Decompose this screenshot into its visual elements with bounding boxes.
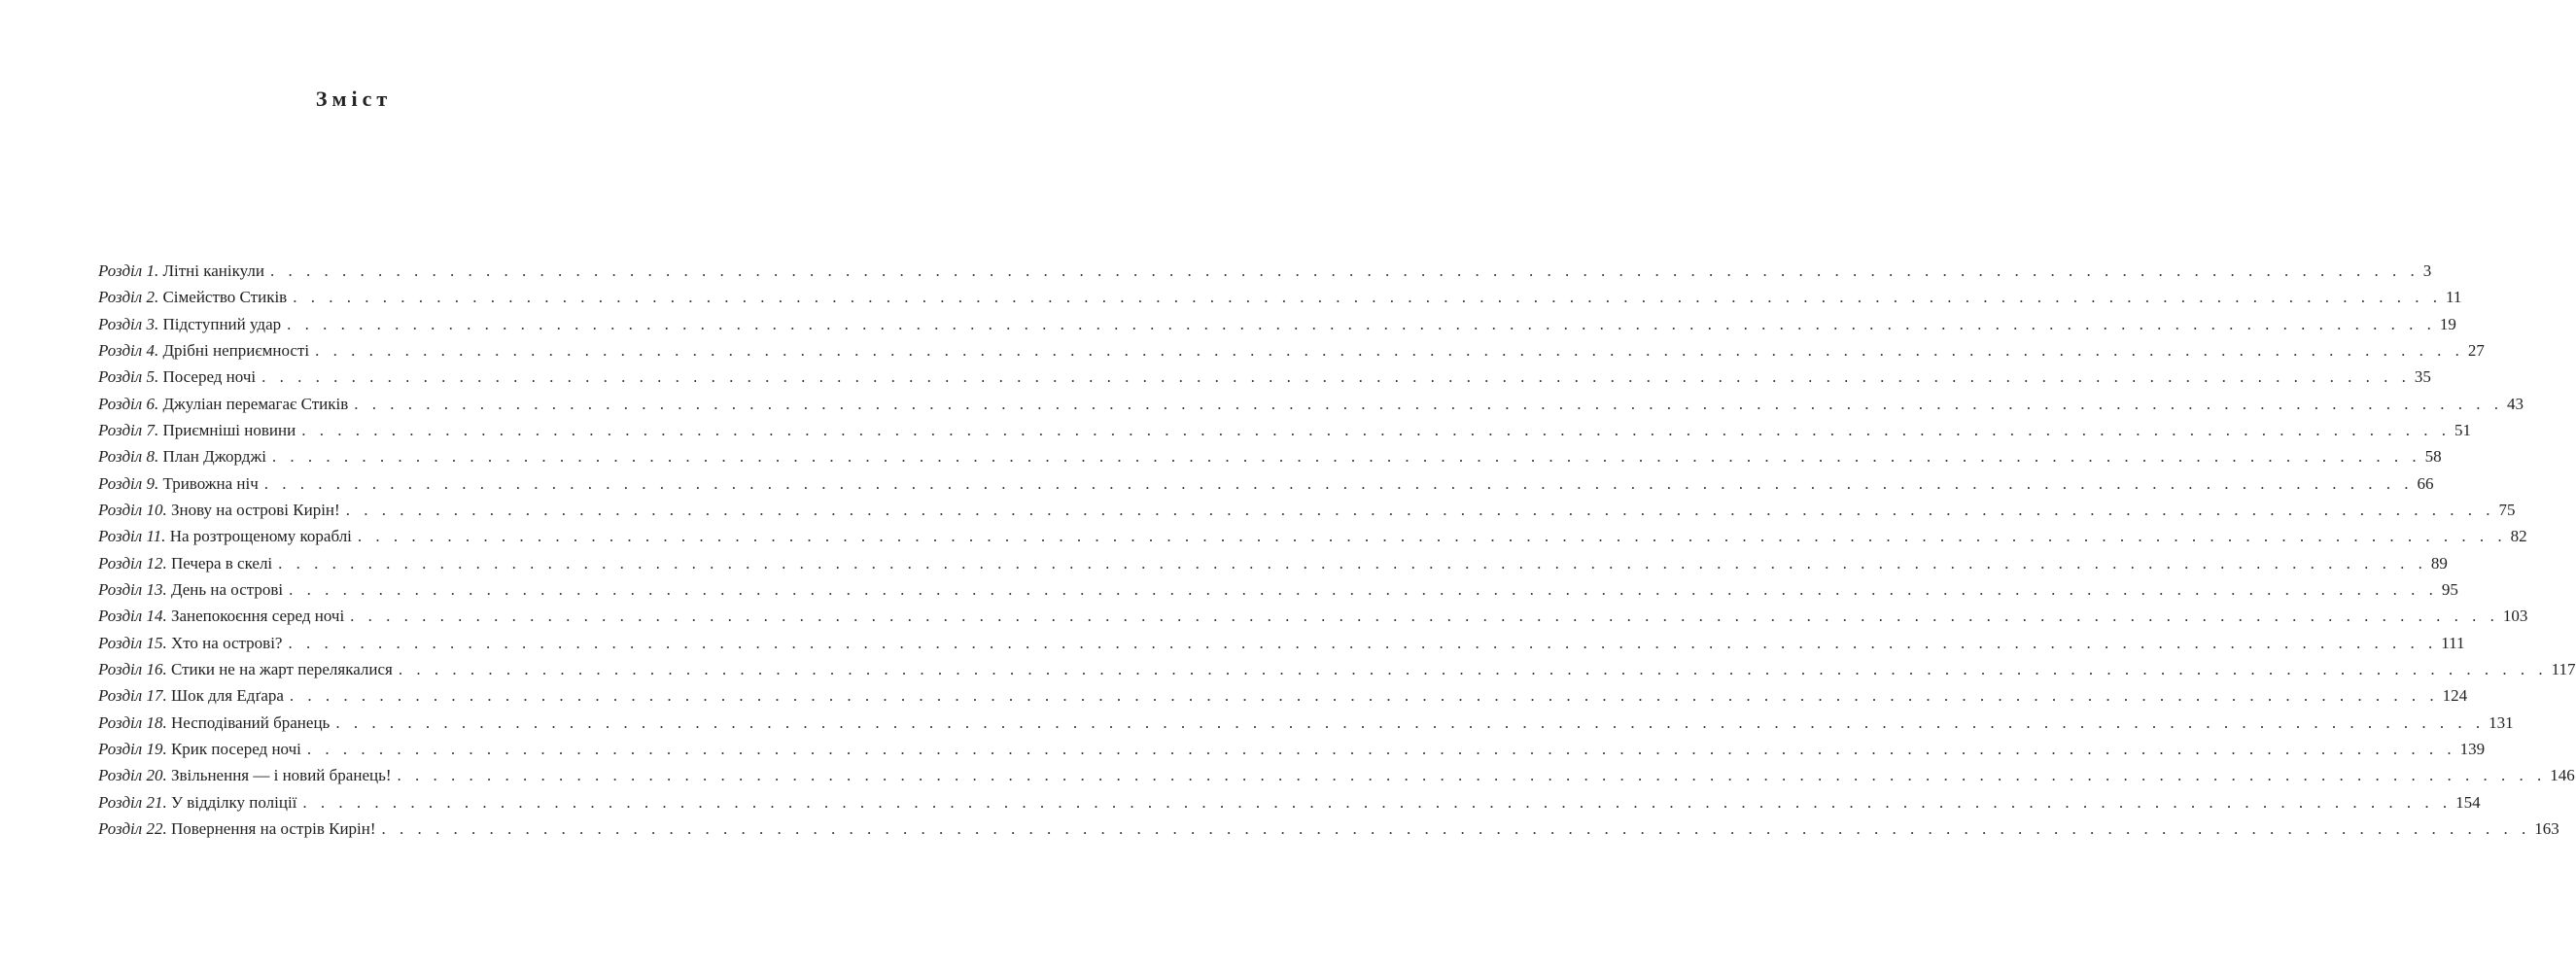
- chapter-label: Розділ 20.: [98, 766, 167, 785]
- dot-leader: . . . . . . . . . . . . . . . . . . . . . . . . . . . . . . . . . . . . . . . . . . . . . . . . . . . . . . . . . . . . . . . . . . . . . . . . . . . . . . . . . . . . . . . . . . . . . . . . . . . . . . . . . . . . . . . . . . . . . . . .: [335, 712, 2486, 732]
- chapter-title: Шок для Едґара: [170, 686, 284, 706]
- toc-entry: [98, 576, 2458, 603]
- toc-entry: [98, 550, 2448, 576]
- page-title: Зміст: [315, 87, 393, 111]
- dot-leader: . . . . . . . . . . . . . . . . . . . . . . . . . . . . . . . . . . . . . . . . . . . . . . . . . . . . . . . . . . . . . . . . . . . . . . . . . . . . . . . . . . . . . . . . . . . . . . . . . . . . . . . . . . . . . . . . . . . . . . . .: [381, 818, 2531, 838]
- chapter-label: Розділ 2.: [98, 288, 159, 307]
- chapter-label: Розділ 6.: [98, 394, 159, 413]
- toc-entry: [98, 789, 2481, 816]
- dot-leader: . . . . . . . . . . . . . . . . . . . . . . . . . . . . . . . . . . . . . . . . . . . . . . . . . . . . . . . . . . . . . . . . . . . . . . . . . . . . . . . . . . . . . . . . . . . . . . . . . . . . . . . . . . . . . . . . . . . . . . . .: [269, 261, 2419, 280]
- toc-entry: [98, 443, 2442, 469]
- page-number: 89: [2430, 553, 2448, 573]
- chapter-title: Сімейство Стиків: [162, 288, 288, 307]
- toc-entry: [98, 523, 2527, 549]
- chapter-label: Розділ 19.: [98, 739, 167, 758]
- chapter-label: Розділ 7.: [98, 420, 159, 439]
- page-number: 111: [2441, 633, 2465, 652]
- dot-leader: . . . . . . . . . . . . . . . . . . . . . . . . . . . . . . . . . . . . . . . . . . . . . . . . . . . . . . . . . . . . . . . . . . . . . . . . . . . . . . . . . . . . . . . . . . . . . . . . . . . . . . . . . . . . . . . . . . . . . . . .: [345, 500, 2495, 519]
- chapter-label: Розділ 10.: [98, 500, 167, 519]
- chapter-title: Знову на острові Кирін!: [170, 500, 340, 519]
- toc-entry: [98, 816, 2559, 842]
- chapter-title: Печера в скелі: [170, 553, 273, 573]
- chapter-label: Розділ 13.: [98, 579, 167, 599]
- dot-leader: . . . . . . . . . . . . . . . . . . . . . . . . . . . . . . . . . . . . . . . . . . . . . . . . . . . . . . . . . . . . . . . . . . . . . . . . . . . . . . . . . . . . . . . . . . . . . . . . . . . . . . . . . . . . . . . . . . . . . . . .: [278, 553, 2427, 573]
- toc-entry: [98, 630, 2465, 656]
- toc-entry: [98, 470, 2434, 497]
- page-number: 146: [2550, 766, 2575, 785]
- chapter-label: Розділ 21.: [98, 792, 167, 812]
- chapter-label: Розділ 3.: [98, 314, 159, 333]
- dot-leader: . . . . . . . . . . . . . . . . . . . . . . . . . . . . . . . . . . . . . . . . . . . . . . . . . . . . . . . . . . . . . . . . . . . . . . . . . . . . . . . . . . . . . . . . . . . . . . . . . . . . . . . . . . . . . . . . . . . . . . . .: [302, 792, 2453, 812]
- toc-entry: [98, 417, 2471, 443]
- chapter-title: У відділку поліції: [170, 792, 297, 812]
- chapter-title: Джуліан перемагає Стиків: [162, 394, 349, 413]
- chapter-title: Приємніші новини: [162, 420, 296, 439]
- toc-entry: [98, 364, 2431, 390]
- chapter-title: День на острові: [170, 579, 284, 599]
- page-number: 75: [2498, 500, 2516, 519]
- page-number: 43: [2507, 394, 2524, 413]
- toc-entry: [98, 656, 2576, 682]
- toc-entry: [98, 710, 2514, 736]
- dot-leader: . . . . . . . . . . . . . . . . . . . . . . . . . . . . . . . . . . . . . . . . . . . . . . . . . . . . . . . . . . . . . . . . . . . . . . . . . . . . . . . . . . . . . . . . . . . . . . . . . . . . . . . . . . . . . . . . . . . . . . . .: [287, 314, 2436, 333]
- chapter-label: Розділ 9.: [98, 473, 159, 493]
- chapter-title: Літні канікули: [162, 261, 264, 280]
- chapter-title: Хто на острові?: [170, 633, 283, 652]
- page-number: 51: [2454, 420, 2471, 439]
- dot-leader: . . . . . . . . . . . . . . . . . . . . . . . . . . . . . . . . . . . . . . . . . . . . . . . . . . . . . . . . . . . . . . . . . . . . . . . . . . . . . . . . . . . . . . . . . . . . . . . . . . . . . . . . . . . . . . . . . . . . . . . .: [306, 739, 2456, 758]
- page-number: 35: [2414, 367, 2431, 387]
- page-number: 3: [2422, 261, 2432, 280]
- page-number: 66: [2417, 473, 2434, 493]
- table-of-contents: [98, 258, 2576, 842]
- chapter-title: Занепокоєння серед ночі: [170, 607, 345, 626]
- toc-entry: [98, 497, 2516, 523]
- dot-leader: . . . . . . . . . . . . . . . . . . . . . . . . . . . . . . . . . . . . . . . . . . . . . . . . . . . . . . . . . . . . . . . . . . . . . . . . . . . . . . . . . . . . . . . . . . . . . . . . . . . . . . . . . . . . . . . . . . . . . . . .: [350, 607, 2499, 626]
- page-number: 139: [2459, 739, 2486, 758]
- chapter-label: Розділ 11.: [98, 527, 166, 546]
- chapter-label: Розділ 1.: [98, 261, 159, 280]
- chapter-title: Підступний удар: [162, 314, 282, 333]
- page-number: 82: [2510, 527, 2527, 546]
- page-number: 163: [2534, 818, 2559, 838]
- dot-leader: . . . . . . . . . . . . . . . . . . . . . . . . . . . . . . . . . . . . . . . . . . . . . . . . . . . . . . . . . . . . . . . . . . . . . . . . . . . . . . . . . . . . . . . . . . . . . . . . . . . . . . . . . . . . . . . . . . . . . . . .: [357, 527, 2507, 546]
- chapter-title: Посеред ночі: [162, 367, 257, 387]
- toc-entry: [98, 736, 2486, 762]
- chapter-title: Крик посеред ночі: [170, 739, 301, 758]
- chapter-title: План Джорджі: [162, 447, 266, 467]
- chapter-label: Розділ 16.: [98, 659, 167, 678]
- page-number: 154: [2455, 792, 2481, 812]
- toc-entry: [98, 284, 2462, 310]
- chapter-label: Розділ 17.: [98, 686, 167, 706]
- toc-entry: [98, 391, 2524, 417]
- dot-leader: . . . . . . . . . . . . . . . . . . . . . . . . . . . . . . . . . . . . . . . . . . . . . . . . . . . . . . . . . . . . . . . . . . . . . . . . . . . . . . . . . . . . . . . . . . . . . . . . . . . . . . . . . . . . . . . . . . . . . . . .: [398, 659, 2548, 678]
- page-number: 27: [2467, 340, 2485, 360]
- dot-leader: . . . . . . . . . . . . . . . . . . . . . . . . . . . . . . . . . . . . . . . . . . . . . . . . . . . . . . . . . . . . . . . . . . . . . . . . . . . . . . . . . . . . . . . . . . . . . . . . . . . . . . . . . . . . . . . . . . . . . . . .: [397, 766, 2547, 785]
- toc-entry: [98, 603, 2528, 629]
- dot-leader: . . . . . . . . . . . . . . . . . . . . . . . . . . . . . . . . . . . . . . . . . . . . . . . . . . . . . . . . . . . . . . . . . . . . . . . . . . . . . . . . . . . . . . . . . . . . . . . . . . . . . . . . . . . . . . . . . . . . . . . .: [289, 686, 2439, 706]
- dot-leader: . . . . . . . . . . . . . . . . . . . . . . . . . . . . . . . . . . . . . . . . . . . . . . . . . . . . . . . . . . . . . . . . . . . . . . . . . . . . . . . . . . . . . . . . . . . . . . . . . . . . . . . . . . . . . . . . . . . . . . . .: [293, 288, 2442, 307]
- dot-leader: . . . . . . . . . . . . . . . . . . . . . . . . . . . . . . . . . . . . . . . . . . . . . . . . . . . . . . . . . . . . . . . . . . . . . . . . . . . . . . . . . . . . . . . . . . . . . . . . . . . . . . . . . . . . . . . . . . . . . . . .: [354, 394, 2503, 413]
- chapter-title: Дрібні неприємності: [162, 340, 310, 360]
- chapter-label: Розділ 12.: [98, 553, 167, 573]
- dot-leader: . . . . . . . . . . . . . . . . . . . . . . . . . . . . . . . . . . . . . . . . . . . . . . . . . . . . . . . . . . . . . . . . . . . . . . . . . . . . . . . . . . . . . . . . . . . . . . . . . . . . . . . . . . . . . . . . . . . . . . . .: [263, 473, 2414, 493]
- toc-entry: [98, 762, 2575, 788]
- dot-leader: . . . . . . . . . . . . . . . . . . . . . . . . . . . . . . . . . . . . . . . . . . . . . . . . . . . . . . . . . . . . . . . . . . . . . . . . . . . . . . . . . . . . . . . . . . . . . . . . . . . . . . . . . . . . . . . . . . . . . . . .: [289, 579, 2438, 599]
- toc-entry: [98, 311, 2456, 337]
- page-number: 11: [2445, 288, 2462, 307]
- chapter-label: Розділ 22.: [98, 818, 167, 838]
- chapter-label: Розділ 5.: [98, 367, 159, 387]
- chapter-title: Стики не на жарт перелякалися: [170, 659, 393, 678]
- chapter-label: Розділ 18.: [98, 712, 167, 732]
- dot-leader: . . . . . . . . . . . . . . . . . . . . . . . . . . . . . . . . . . . . . . . . . . . . . . . . . . . . . . . . . . . . . . . . . . . . . . . . . . . . . . . . . . . . . . . . . . . . . . . . . . . . . . . . . . . . . . . . . . . . . . . .: [301, 420, 2451, 439]
- page-number: 58: [2424, 447, 2442, 467]
- chapter-title: Повернення на острів Кирін!: [170, 818, 376, 838]
- page-number: 95: [2441, 579, 2458, 599]
- chapter-title: На розтрощеному кораблі: [169, 527, 352, 546]
- dot-leader: . . . . . . . . . . . . . . . . . . . . . . . . . . . . . . . . . . . . . . . . . . . . . . . . . . . . . . . . . . . . . . . . . . . . . . . . . . . . . . . . . . . . . . . . . . . . . . . . . . . . . . . . . . . . . . . . . . . . . . . .: [271, 447, 2421, 467]
- dot-leader: . . . . . . . . . . . . . . . . . . . . . . . . . . . . . . . . . . . . . . . . . . . . . . . . . . . . . . . . . . . . . . . . . . . . . . . . . . . . . . . . . . . . . . . . . . . . . . . . . . . . . . . . . . . . . . . . . . . . . . . .: [288, 633, 2438, 652]
- chapter-label: Розділ 14.: [98, 607, 167, 626]
- chapter-label: Розділ 15.: [98, 633, 167, 652]
- chapter-title: Несподіваний бранець: [170, 712, 331, 732]
- page-number: 19: [2439, 314, 2456, 333]
- chapter-label: Розділ 8.: [98, 447, 159, 467]
- chapter-title: Тривожна ніч: [162, 473, 259, 493]
- page-number: 131: [2489, 712, 2514, 732]
- toc-entry: [98, 258, 2432, 284]
- toc-entry: [98, 337, 2485, 364]
- page-number: 117: [2551, 659, 2576, 678]
- dot-leader: . . . . . . . . . . . . . . . . . . . . . . . . . . . . . . . . . . . . . . . . . . . . . . . . . . . . . . . . . . . . . . . . . . . . . . . . . . . . . . . . . . . . . . . . . . . . . . . . . . . . . . . . . . . . . . . . . . . . . . . .: [261, 367, 2411, 387]
- chapter-label: Розділ 4.: [98, 340, 159, 360]
- page-number: 124: [2442, 686, 2468, 706]
- page-number: 103: [2502, 607, 2528, 626]
- dot-leader: . . . . . . . . . . . . . . . . . . . . . . . . . . . . . . . . . . . . . . . . . . . . . . . . . . . . . . . . . . . . . . . . . . . . . . . . . . . . . . . . . . . . . . . . . . . . . . . . . . . . . . . . . . . . . . . . . . . . . . . .: [315, 340, 2464, 360]
- toc-entry: [98, 682, 2468, 709]
- chapter-title: Звільнення — і новий бранець!: [170, 766, 392, 785]
